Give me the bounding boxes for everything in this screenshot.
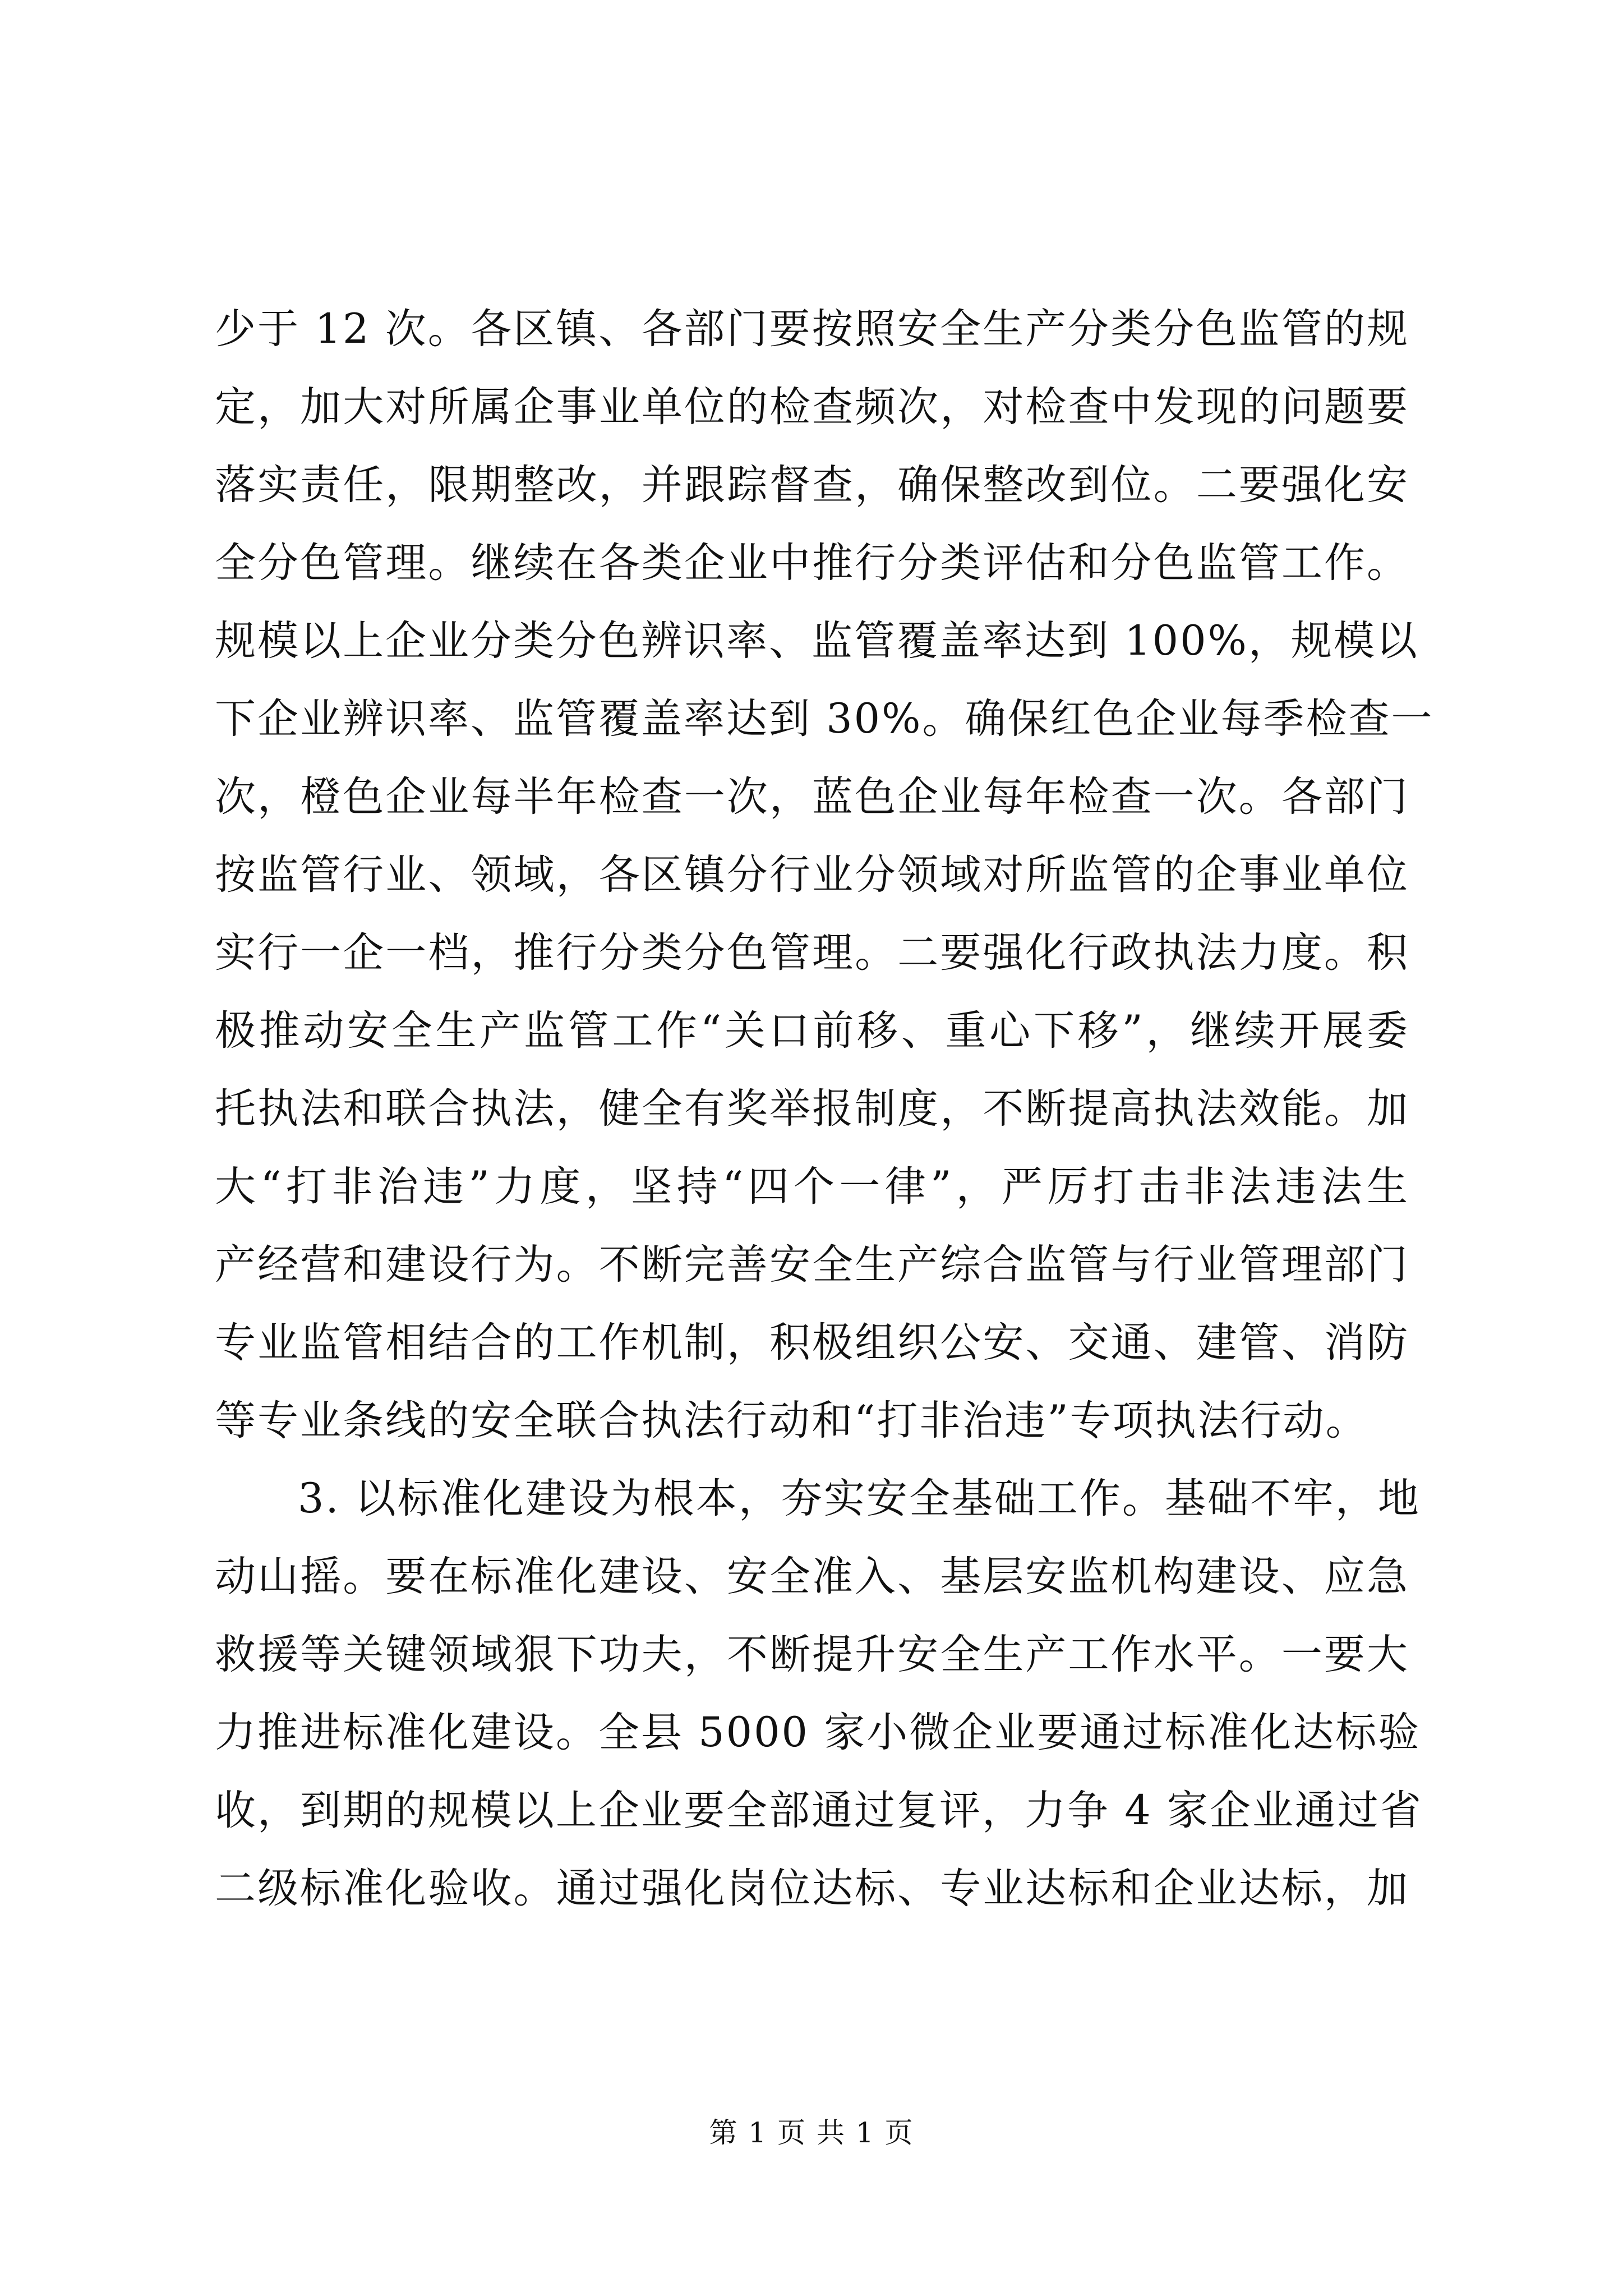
text-line: 落实责任，限期整改，并跟踪督查，确保整改到位。二要强化安 xyxy=(215,461,1409,509)
text-line: 救援等关键领域狠下功夫，不断提升安全生产工作水平。一要大 xyxy=(215,1631,1409,1678)
text-line: 按监管行业、领域，各区镇分行业分领域对所监管的企事业单位 xyxy=(215,851,1409,899)
text-line: 全分色管理。继续在各类企业中推行分类评估和分色监管工作。 xyxy=(215,539,1409,587)
text-line: 收，到期的规模以上企业要全部通过复评，力争 4 家企业通过省 xyxy=(215,1787,1423,1834)
text-line: 二级标准化验收。通过强化岗位达标、专业达标和企业达标，加 xyxy=(215,1865,1409,1912)
text-line: 大“打非治违”力度，坚持“四个一律”，严厉打击非法违法生 xyxy=(215,1163,1409,1211)
text-line: 少于 12 次。各区镇、各部门要按照安全生产分类分色监管的规 xyxy=(215,305,1409,353)
text-line: 动山摇。要在标准化建设、安全准入、基层安监机构建设、应急 xyxy=(215,1553,1409,1600)
text-line: 次，橙色企业每半年检查一次，蓝色企业每年检查一次。各部门 xyxy=(215,773,1409,821)
text-line: 力推进标准化建设。全县 5000 家小微企业要通过标准化达标验 xyxy=(215,1709,1421,1756)
text-line: 产经营和建设行为。不断完善安全生产综合监管与行业管理部门 xyxy=(215,1241,1409,1289)
text-line: 极推动安全生产监管工作“关口前移、重心下移”，继续开展委 xyxy=(215,1007,1409,1055)
page-number-footer: 第 1 页 共 1 页 xyxy=(709,2116,914,2149)
paragraph-end-line: 等专业条线的安全联合执法行动和“打非治违”专项执法行动。 xyxy=(215,1397,1368,1444)
text-line: 下企业辨识率、监管覆盖率达到 30%。确保红色企业每季检查一 xyxy=(215,695,1434,743)
text-line: 规模以上企业分类分色辨识率、监管覆盖率达到 100%，规模以 xyxy=(215,617,1419,665)
text-line: 实行一企一档，推行分类分色管理。二要强化行政执法力度。积 xyxy=(215,929,1409,977)
text-line: 托执法和联合执法，健全有奖举报制度，不断提高执法效能。加 xyxy=(215,1085,1409,1133)
text-line: 定，加大对所属企事业单位的检查频次，对检查中发现的问题要 xyxy=(215,383,1409,431)
section-heading-line: 3. 以标准化建设为根本，夯实安全基础工作。基础不牢，地 xyxy=(298,1475,1421,1522)
text-line: 专业监管相结合的工作机制，积极组织公安、交通、建管、消防 xyxy=(215,1319,1409,1366)
